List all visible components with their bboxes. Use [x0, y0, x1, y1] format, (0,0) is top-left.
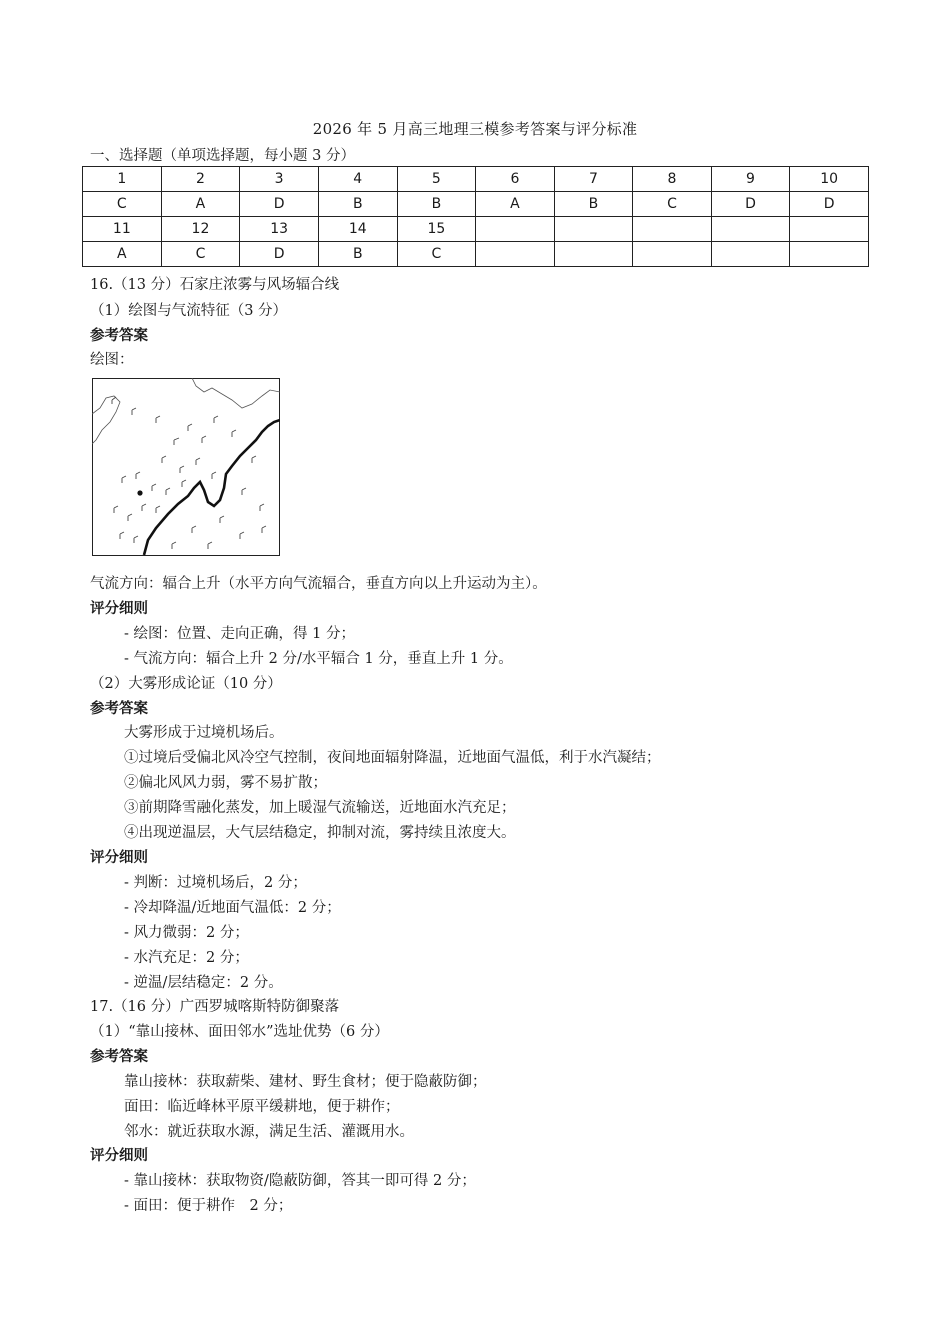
q17-p1-grading-1: - 面田：便于耕作 2 分；	[124, 1198, 293, 1214]
answer-table-cell: 4	[318, 167, 397, 192]
answer-table-row	[83, 242, 869, 267]
q16-p2-grading-0: - 判断：过境机场后，2 分；	[124, 875, 307, 891]
answer-table-cell: A	[83, 242, 162, 267]
q17-grading-label: 评分细则	[90, 1148, 148, 1164]
answer-table-cell: D	[240, 242, 319, 267]
q17-p1-answer-2: 邻水：就近获取水源，满足生活、灌溉用水。	[124, 1124, 414, 1140]
answer-table-cell	[633, 242, 712, 267]
q17-p1-answer-1: 面田：临近峰林平原平缓耕地，便于耕作；	[124, 1099, 400, 1115]
q16-p2-grading-3: - 水汽充足：2 分；	[124, 950, 249, 966]
map-frame	[93, 379, 280, 556]
answer-table	[82, 166, 869, 267]
q16-ref-label: 参考答案	[90, 328, 148, 344]
q16-p2-ref-label: 参考答案	[90, 701, 148, 717]
answer-table-cell: B	[397, 192, 476, 217]
answer-table-cell: 9	[711, 167, 790, 192]
q17-ref-label: 参考答案	[90, 1049, 148, 1065]
q16-part2-heading: （2）大雾形成论证（10 分）	[90, 676, 282, 692]
answer-table-cell	[711, 217, 790, 242]
answer-table-cell: 1	[83, 167, 162, 192]
answer-table-cell	[554, 217, 633, 242]
q16-p2-grading-4: - 逆温/层结稳定：2 分。	[124, 975, 283, 991]
answer-table-cell: 2	[161, 167, 240, 192]
q16-p2-grading-label: 评分细则	[90, 850, 148, 866]
answer-table-cell	[554, 242, 633, 267]
answer-table-cell: 10	[790, 167, 869, 192]
answer-table-cell: 7	[554, 167, 633, 192]
answer-table-cell: B	[318, 242, 397, 267]
answer-table-cell: D	[240, 192, 319, 217]
section1-heading: 一、选择题（单项选择题，每小题 3 分）	[90, 148, 355, 164]
q16-p2-answer-3: ③前期降雪融化蒸发，加上暖湿气流输送，近地面水汽充足；	[124, 800, 516, 816]
answer-table-cell	[633, 217, 712, 242]
q16-part1-heading: （1）绘图与气流特征（3 分）	[90, 303, 288, 319]
answer-table-cell: 3	[240, 167, 319, 192]
answer-table-cell	[790, 217, 869, 242]
q16-p2-answer-0: 大雾形成于过境机场后。	[124, 725, 284, 741]
answer-table-cell	[711, 242, 790, 267]
answer-table-cell: C	[633, 192, 712, 217]
page-title: 2026 年 5 月高三地理三模参考答案与评分标准	[312, 120, 638, 138]
answer-table-cell: 5	[397, 167, 476, 192]
q16-p2-answer-1: ①过境后受偏北风冷空气控制，夜间地面辐射降温，近地面气温低，利于水汽凝结；	[124, 750, 661, 766]
answer-table-cell: A	[161, 192, 240, 217]
answer-table-cell	[476, 217, 555, 242]
answer-table-cell: 14	[318, 217, 397, 242]
answer-table-row	[83, 217, 869, 242]
q16-heading: 16.（13 分）石家庄浓雾与风场辐合线	[90, 277, 340, 293]
answer-table-cell: 6	[476, 167, 555, 192]
answer-table-cell	[476, 242, 555, 267]
q16-p1-grading-0: - 绘图：位置、走向正确，得 1 分；	[124, 626, 355, 642]
answer-table-cell: 11	[83, 217, 162, 242]
q16-airflow: 气流方向：辐合上升（水平方向气流辐合，垂直方向以上升运动为主）。	[90, 576, 547, 592]
answer-table-cell	[790, 242, 869, 267]
q16-p2-answer-4: ④出现逆温层，大气层结稳定，抑制对流，雾持续且浓度大。	[124, 825, 516, 841]
q17-heading: 17.（16 分）广西罗城喀斯特防御聚落	[90, 999, 340, 1015]
q17-p1-answer-0: 靠山接林：获取薪柴、建材、野生食材；便于隐蔽防御；	[124, 1074, 487, 1090]
q16-p2-answer-2: ②偏北风风力弱，雾不易扩散；	[124, 775, 327, 791]
answer-table-cell: A	[476, 192, 555, 217]
q17-part1-heading: （1）“靠山接林、面田邻水”选址优势（6 分）	[90, 1024, 389, 1040]
q16-p1-grading-1: - 气流方向：辐合上升 2 分/水平辐合 1 分，垂直上升 1 分。	[124, 651, 513, 667]
answer-table-cell: B	[554, 192, 633, 217]
answer-table-cell: 12	[161, 217, 240, 242]
q16-draw-label: 绘图：	[90, 352, 134, 368]
q17-p1-grading-0: - 靠山接林：获取物资/隐蔽防御，答其一即可得 2 分；	[124, 1173, 476, 1189]
answer-table-cell: D	[711, 192, 790, 217]
answer-table-cell: B	[318, 192, 397, 217]
answer-table-cell: 15	[397, 217, 476, 242]
q16-p2-grading-2: - 风力微弱：2 分；	[124, 925, 249, 941]
wind-field-map	[92, 378, 280, 556]
answer-table-cell: D	[790, 192, 869, 217]
answer-table-row	[83, 167, 869, 192]
answer-table-cell: 8	[633, 167, 712, 192]
answer-table-cell: C	[161, 242, 240, 267]
city-dot	[137, 490, 142, 495]
answer-table-cell: C	[397, 242, 476, 267]
q16-p1-grading-label: 评分细则	[90, 601, 148, 617]
q16-p2-grading-1: - 冷却降温/近地面气温低：2 分；	[124, 900, 341, 916]
answer-table-cell: C	[83, 192, 162, 217]
answer-table-row	[83, 192, 869, 217]
answer-table-cell: 13	[240, 217, 319, 242]
